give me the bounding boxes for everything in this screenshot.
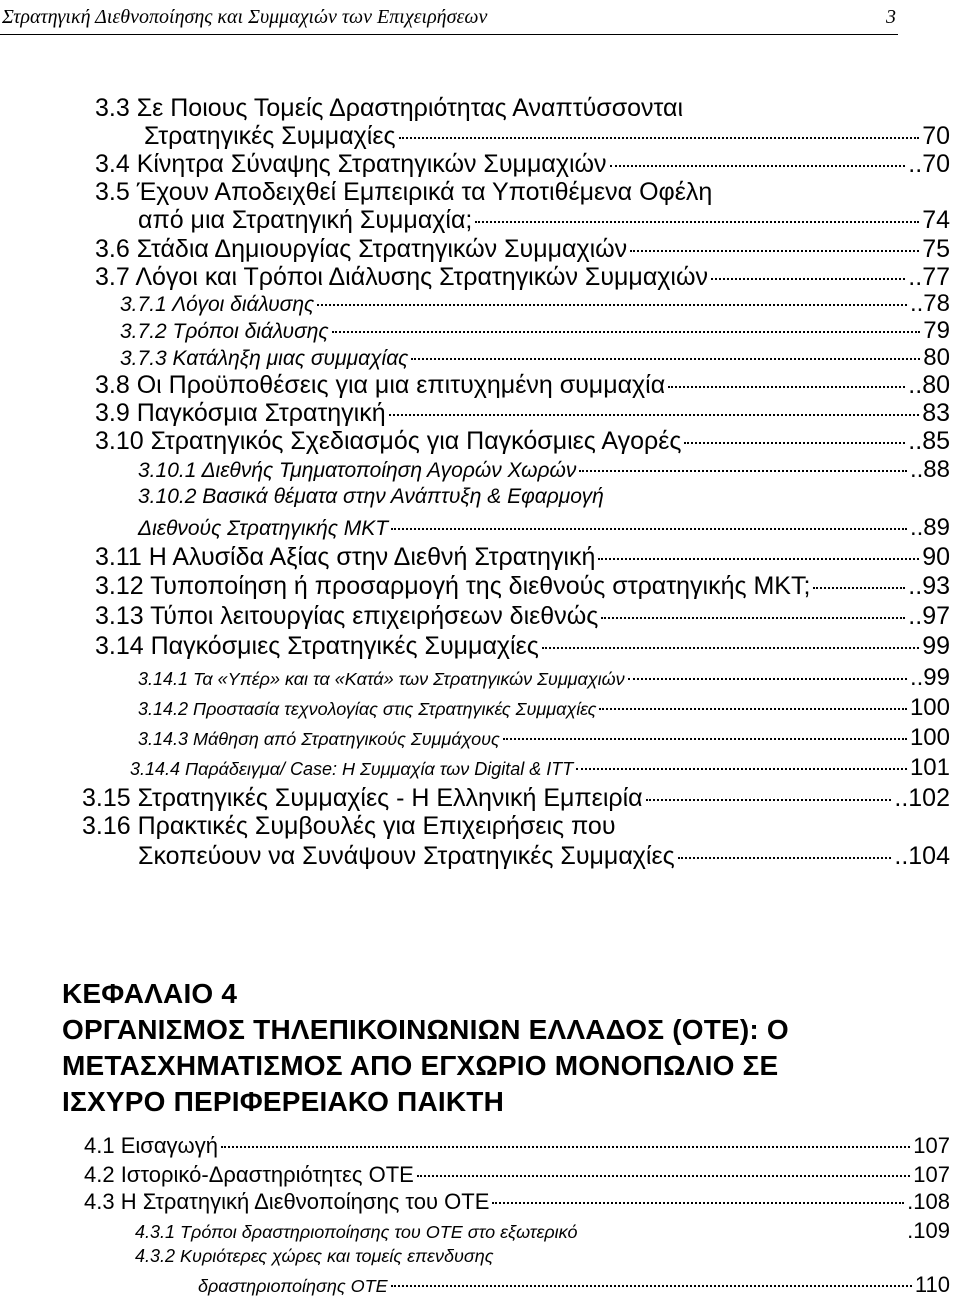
dot-leader [576, 768, 907, 770]
dot-leader [411, 358, 920, 360]
dot-leader [628, 678, 907, 680]
chapter-title-line-2: ΜΕΤΑΣΧΗΜΑΤΙΣΜΟΣ ΑΠΟ ΕΓΧΩΡΙΟ ΜΟΝΟΠΩΛΙΟ ΣΕ [62, 1050, 779, 1081]
dot-leader [503, 738, 907, 740]
toc-entry-3-14-4[interactable]: 3.14.4 Παράδειγμα/ Case: Η Συμμαχία των Digital & ITT 101 [130, 754, 950, 781]
toc-entry-3-12[interactable]: 3.12 Τυποποίηση ή προσαρμογή της διεθνούς στρατηγικής ΜΚΤ; ..93 [95, 572, 950, 600]
toc-entry-3-4[interactable]: 3.4 Κίνητρα Σύναψης Στρατηγικών Συμμαχιών ..70 [95, 150, 950, 178]
dot-leader [646, 799, 892, 801]
dot-leader [475, 221, 919, 223]
page-number: .109 [907, 1218, 950, 1243]
toc-entry-3-5[interactable]: από μια Στρατηγική Συμμαχία; 74 [138, 206, 950, 234]
toc-entry-3-7-1[interactable]: 3.7.1 Λόγοι διάλυσης ..78 [120, 290, 950, 317]
page-number: 80 [923, 344, 950, 371]
dot-leader [332, 331, 921, 333]
toc-entry-3-14-2[interactable]: 3.14.2 Προστασία τεχνολογίας στις Στρατηγικές Συμμαχίες 100 [138, 694, 950, 721]
toc-entry-3-15[interactable]: 3.15 Στρατηγικές Συμμαχίες - Η Ελληνική Εμπειρία ..102 [82, 784, 950, 812]
page-number: .108 [907, 1189, 950, 1214]
toc-entry-3-10-1[interactable]: 3.10.1 Διεθνής Τμηματοποίηση Αγορών Χωρών ..88 [138, 456, 950, 483]
toc-entry-3-16[interactable]: Σκοπεύουν να Συνάψουν Στρατηγικές Συμμαχίες ..104 [138, 842, 950, 870]
chapter-title-line-1: ΟΡΓΑΝΙΣΜΟΣ ΤΗΛΕΠΙΚΟΙΝΩΝΙΩΝ ΕΛΛΑΔΟΣ (ΟΤΕ): Ο [62, 1014, 789, 1045]
dot-leader [579, 470, 907, 472]
toc-entry-3-16-label: 3.16 Πρακτικές Συμβουλές για Επιχειρήσεις που [82, 812, 616, 840]
dot-leader [317, 304, 907, 306]
toc-entry-3-3-label: 3.3 Σε Ποιους Τομείς Δραστηριότητας Αναπτύσσονται [95, 94, 684, 122]
toc-entry-4-1[interactable]: 4.1 Εισαγωγή 107 [84, 1133, 950, 1158]
toc-entry-3-14[interactable]: 3.14 Παγκόσμιες Στρατηγικές Συμμαχίες 99 [95, 632, 950, 660]
page-number: 101 [909, 754, 950, 781]
page-number: ..89 [909, 514, 950, 541]
toc-entry-3-13[interactable]: 3.13 Τύποι λειτουργίας επιχειρήσεων διεθνώς ..97 [95, 602, 950, 630]
page-number: 70 [922, 122, 950, 150]
page-number: 100 [909, 694, 950, 721]
page-number: ..80 [908, 371, 950, 399]
toc-entry-4-3-2-label: 4.3.2 Κυριότερες χώρες και τομείς επενδυσης [135, 1246, 494, 1266]
toc-entry-3-11[interactable]: 3.11 Η Αλυσίδα Αξίας στην Διεθνή Στρατηγική 90 [95, 543, 950, 571]
page-number: 90 [922, 543, 950, 571]
dot-leader [399, 137, 920, 139]
toc-entry-3-8[interactable]: 3.8 Οι Προϋποθέσεις για μια επιτυχημένη συμμαχία ..80 [95, 371, 950, 399]
dot-leader [221, 1146, 910, 1148]
page-number: 74 [922, 206, 950, 234]
chapter-title-line-3: ΙΣΧΥΡΟ ΠΕΡΙΦΕΡΕΙΑΚΟ ΠΑΙΚΤΗ [62, 1086, 504, 1117]
toc-entry-3-10[interactable]: 3.10 Στρατηγικός Σχεδιασμός για Παγκόσμιες Αγορές ..85 [95, 427, 950, 455]
toc-entry-3-14-1[interactable]: 3.14.1 Τα «Υπέρ» και τα «Κατά» των Στρατηγικών Συμμαχιών ..99 [138, 664, 950, 691]
page-number: 79 [923, 317, 950, 344]
dot-leader [599, 708, 907, 710]
dot-leader [610, 165, 906, 167]
chapter-number: ΚΕΦΑΛΑΙΟ 4 [62, 978, 238, 1009]
page-number: ..88 [909, 456, 950, 483]
page-number: 75 [922, 235, 950, 263]
dot-leader [668, 386, 905, 388]
chapter-heading [62, 976, 789, 1120]
page-number: 107 [913, 1162, 950, 1187]
page-number: 99 [922, 632, 950, 660]
dot-leader [813, 587, 905, 589]
page-number: ..70 [908, 150, 950, 178]
dot-leader [391, 528, 907, 530]
page-number: ..85 [908, 427, 950, 455]
dot-leader [601, 617, 905, 619]
page-number: 107 [913, 1133, 950, 1158]
toc-entry-3-14-3[interactable]: 3.14.3 Μάθηση από Στρατηγικούς Συμμάχους 100 [138, 724, 950, 751]
dot-leader [417, 1175, 910, 1177]
dot-leader [492, 1202, 904, 1204]
page-number: ..77 [908, 263, 950, 291]
running-header-title: Στρατηγική Διεθνοποίησης και Συμμαχιών των Επιχειρήσεων [2, 6, 488, 28]
toc-entry-3-5-label: 3.5 Έχουν Αποδειχθεί Εμπειρικά τα Υποτιθέμενα Οφέλη [95, 178, 713, 206]
page-number: ..99 [909, 664, 950, 691]
page-number: ..102 [894, 784, 950, 812]
running-header [0, 4, 898, 35]
toc-entry-3-9[interactable]: 3.9 Παγκόσμια Στρατηγική 83 [95, 399, 950, 427]
toc-entry-4-3-1[interactable]: 4.3.1 Τρόποι δραστηριοποίησης του ΟΤΕ στο εξωτερικό .109 [135, 1218, 950, 1243]
toc-entry-3-10-2[interactable]: Διεθνούς Στρατηγικής ΜΚΤ ..89 [138, 514, 950, 541]
dot-leader [684, 442, 905, 444]
page-number: ..97 [908, 602, 950, 630]
page-number: ..104 [894, 842, 950, 870]
dot-leader [598, 558, 919, 560]
page-number: ..93 [908, 572, 950, 600]
page-number: ..78 [909, 290, 950, 317]
toc-entry-3-6[interactable]: 3.6 Στάδια Δημιουργίας Στρατηγικών Συμμαχιών 75 [95, 235, 950, 263]
toc-entry-3-7[interactable]: 3.7 Λόγοι και Τρόποι Διάλυσης Στρατηγικών Συμμαχιών ..77 [95, 263, 950, 291]
dot-leader [542, 647, 919, 649]
dot-leader [711, 278, 905, 280]
toc-entry-4-3-2[interactable]: δραστηριοποίησης ΟΤΕ 110 [198, 1272, 950, 1297]
dot-leader [391, 1285, 912, 1287]
toc-entry-3-7-3[interactable]: 3.7.3 Κατάληξη μιας συμμαχίας 80 [120, 344, 950, 371]
page-number: 100 [909, 724, 950, 751]
dot-leader [678, 857, 892, 859]
toc-entry-3-10-2-label: 3.10.2 Βασικά θέματα στην Ανάπτυξη & Εφαρμογή [138, 485, 604, 508]
toc-entry-4-2[interactable]: 4.2 Ιστορικό-Δραστηριότητες ΟΤΕ 107 [84, 1162, 950, 1187]
toc-entry-3-7-2[interactable]: 3.7.2 Τρόποι διάλυσης 79 [120, 317, 950, 344]
toc-entry-4-3[interactable]: 4.3 Η Στρατηγική Διεθνοποίησης του ΟΤΕ .108 [84, 1189, 950, 1214]
dot-leader [389, 414, 920, 416]
toc-entry-3-3[interactable]: Στρατηγικές Συμμαχίες 70 [144, 122, 950, 150]
page-number: 110 [914, 1272, 950, 1297]
page-number: 83 [922, 399, 950, 427]
dot-leader [630, 250, 919, 252]
running-header-page-number: 3 [886, 6, 896, 28]
